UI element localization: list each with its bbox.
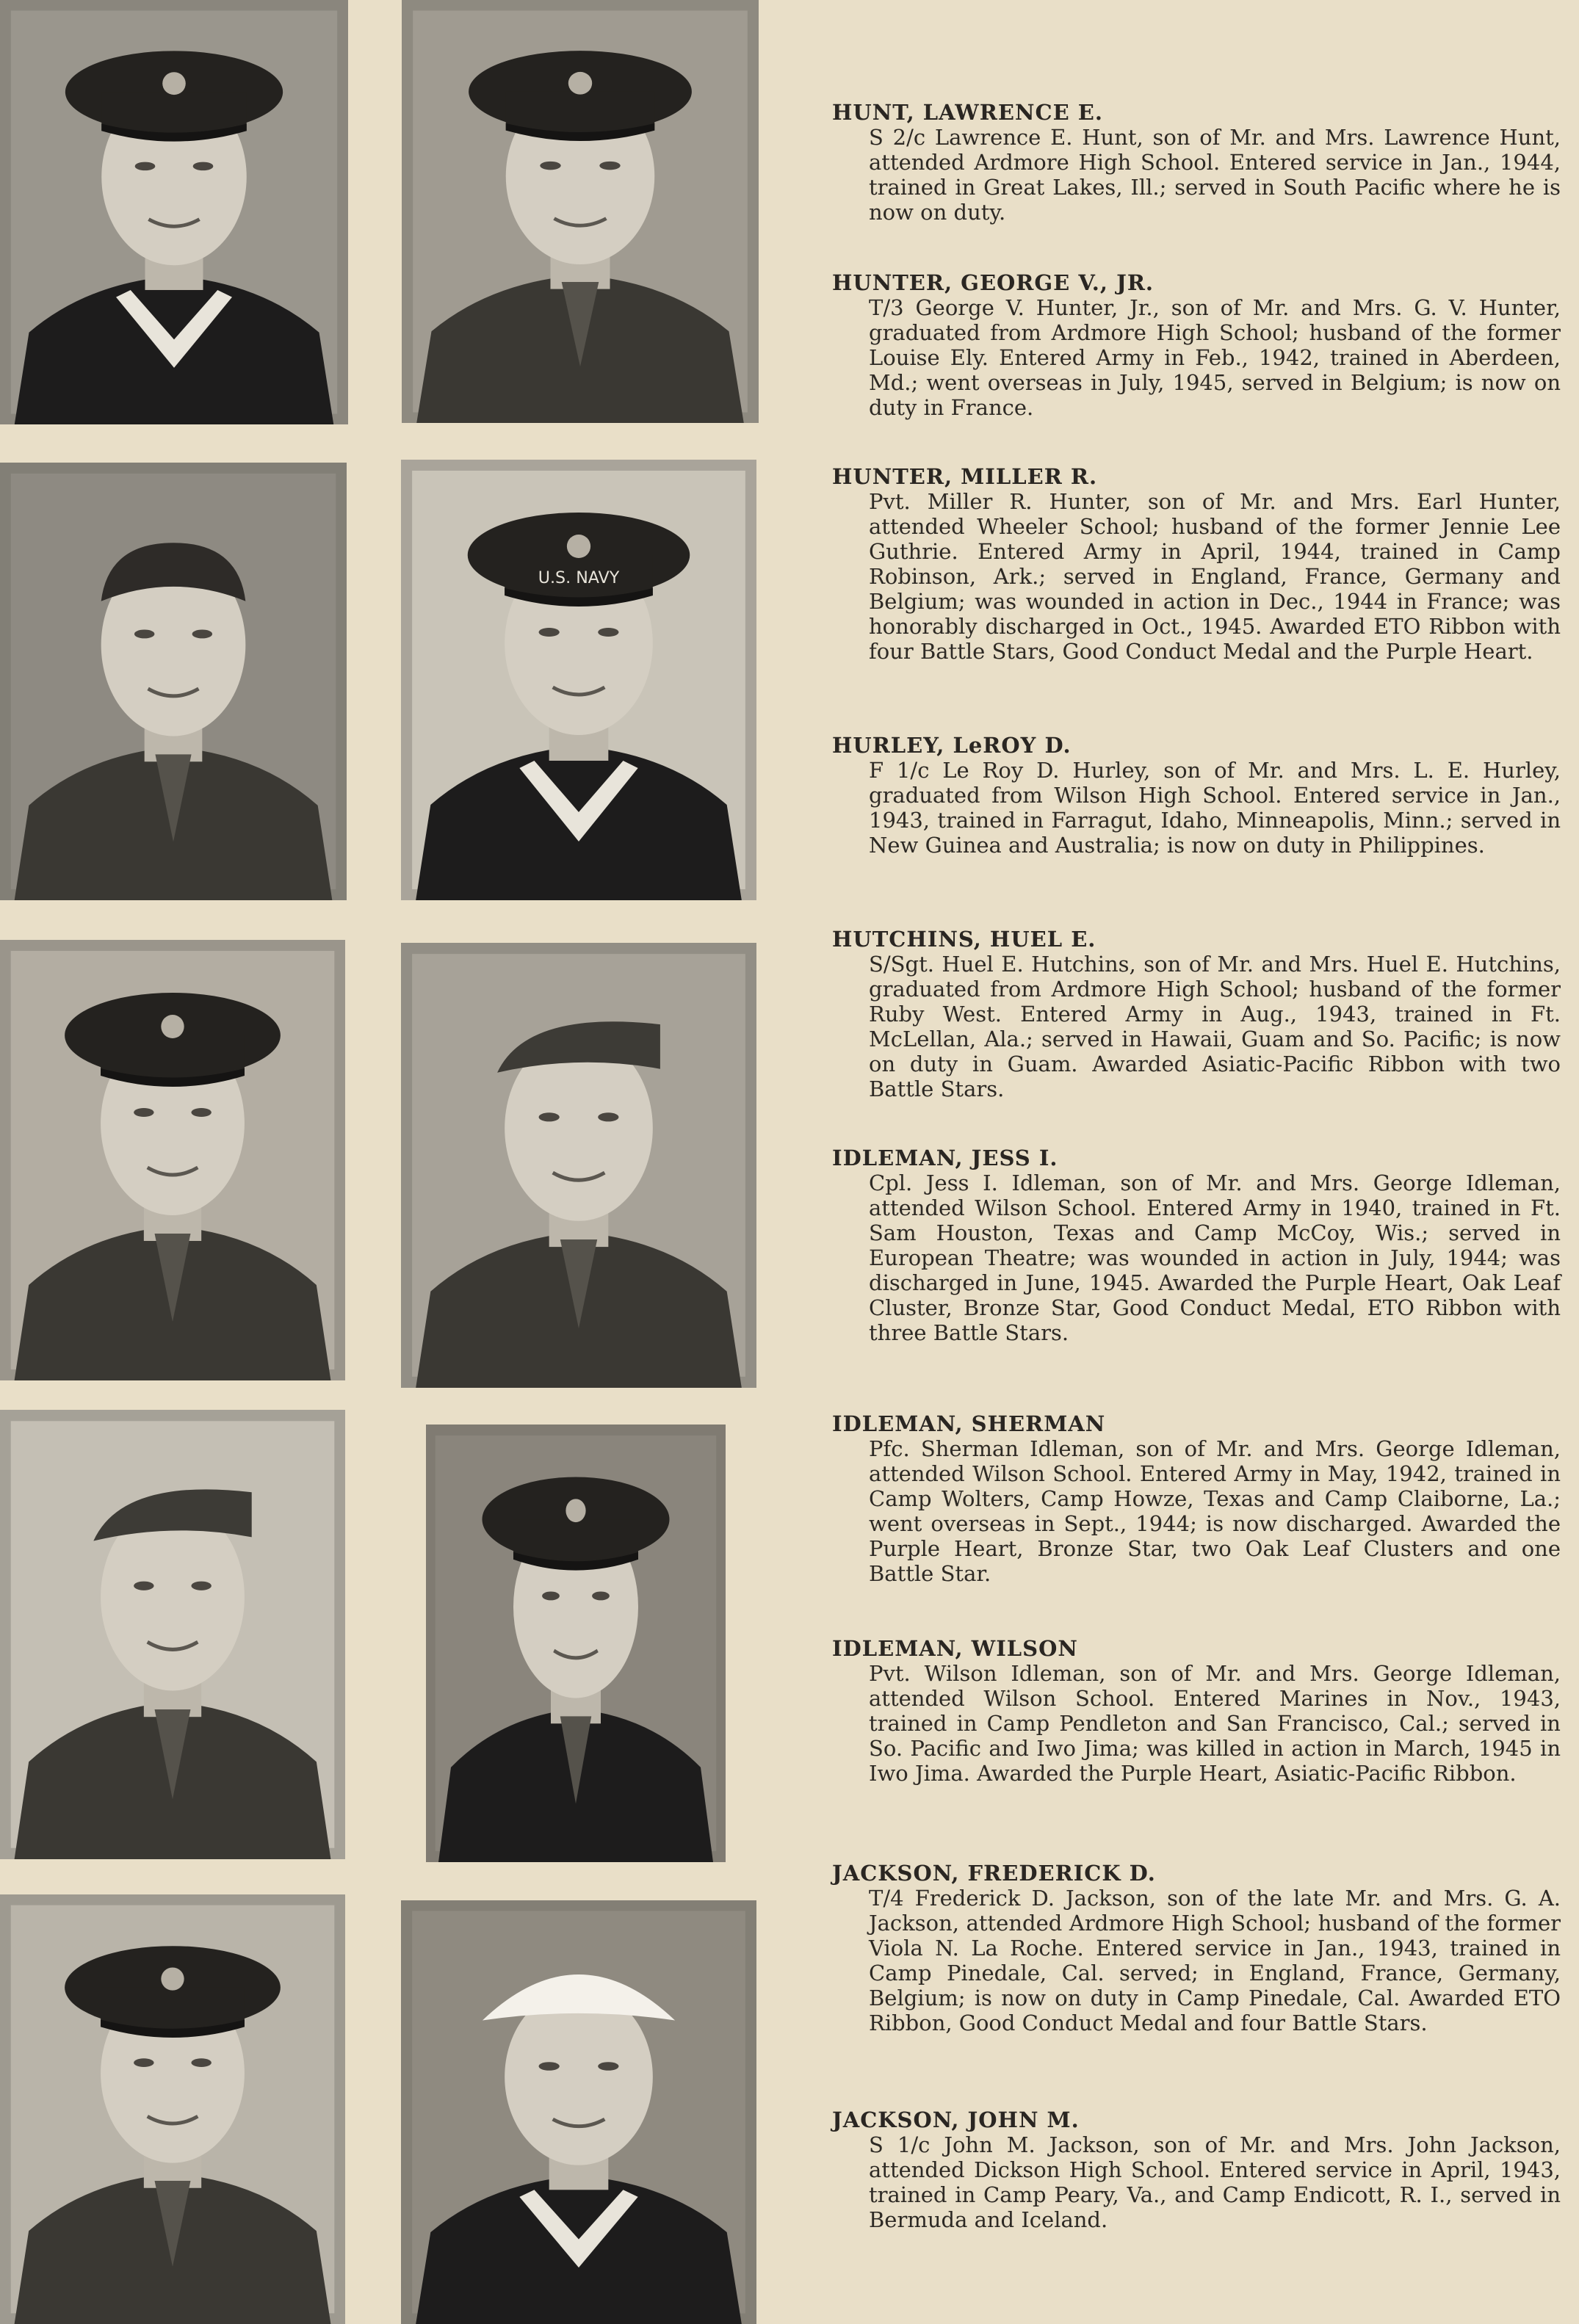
entry-name: HUTCHINS, HUEL E. bbox=[832, 927, 1096, 952]
portrait-photo bbox=[0, 1410, 345, 1859]
entry-bio: Pvt. Miller R. Hunter, son of Mr. and Mrs. Earl Hunter, attended Wheeler School; husband of the former Jennie Lee Guthrie. Entered Army in April, 1944, trained in Camp Robinson, Ark.; served in England, France, Germany and Belgium; was wounded in action in Dec., 1944 in France; was honorably discharged in Oct., 1945. Awarded ETO Ribbon with four Battle Stars, Good Conduct Medal and the Purple Heart. bbox=[869, 489, 1561, 664]
entry-bio: Cpl. Jess I. Idleman, son of Mr. and Mrs. George Idleman, attended Wilson School. Entered Army in 1940, trained in Ft. Sam Houston, Texas and Camp McCoy, Wis.; served in European Theatre; was wounded in action in July, 1944; was discharged in June, 1945. Awarded the Purple Heart, Oak Leaf Cluster, Bronze Star, Good Conduct Medal, ETO Ribbon with three Battle Stars. bbox=[869, 1170, 1561, 1345]
portrait-image bbox=[401, 943, 756, 1388]
entry-name: JACKSON, FREDERICK D. bbox=[832, 1861, 1156, 1886]
service-entry bbox=[832, 270, 1561, 420]
portrait-photo bbox=[401, 1900, 756, 2324]
service-entry bbox=[832, 1411, 1561, 1586]
entry-bio: Pvt. Wilson Idleman, son of Mr. and Mrs. George Idleman, attended Wilson School. Entered Marines in Nov., 1943, trained in Camp Pendleton and San Francisco, Cal.; served in So. Pacific and Iwo Jima; was killed in action in March, 1945 in Iwo Jima. Awarded the Purple Heart, Asiatic-Pacific Ribbon. bbox=[869, 1661, 1561, 1786]
entry-name: HUNT, LAWRENCE E. bbox=[832, 100, 1103, 125]
entry-bio: S/Sgt. Huel E. Hutchins, son of Mr. and Mrs. Huel E. Hutchins, graduated from Ardmore High School; husband of the former Ruby West. Entered Army in Aug., 1943, trained in Ft. McLellan, Ala.; served in Hawaii, Guam and So. Pacific; is now on duty in Guam. Awarded Asiatic-Pacific Ribbon with two Battle Stars. bbox=[869, 952, 1561, 1101]
entry-bio: T/4 Frederick D. Jackson, son of the late Mr. and Mrs. G. A. Jackson, attended Ardmore High School; husband of the former Viola N. La Roche. Entered service in Jan., 1943, trained in Camp Pinedale, Cal. served; in England, France, Germany, Belgium; is now on duty in Camp Pinedale, Cal. Awarded ETO Ribbon, Good Conduct Medal and four Battle Stars. bbox=[869, 1886, 1561, 2035]
entry-name: IDLEMAN, WILSON bbox=[832, 1636, 1078, 1661]
cap-band-text: U.S. NAVY bbox=[538, 568, 620, 587]
service-entry bbox=[832, 733, 1561, 858]
entry-bio: S 2/c Lawrence E. Hunt, son of Mr. and Mrs. Lawrence Hunt, attended Ardmore High School. Entered service in Jan., 1944, trained in Great Lakes, Ill.; served in South Pacific where he is now on duty. bbox=[869, 125, 1561, 225]
entry-name: HUNTER, MILLER R. bbox=[832, 464, 1098, 489]
portrait-photo bbox=[402, 0, 759, 423]
entry-bio: F 1/c Le Roy D. Hurley, son of Mr. and Mrs. L. E. Hurley, graduated from Wilson High School. Entered service in Jan., 1943, trained in Farragut, Idaho, Minneapolis, Minn.; served in New Guinea and Australia; is now on duty in Philippines. bbox=[869, 758, 1561, 858]
portrait-image bbox=[402, 0, 759, 423]
portrait-photo bbox=[426, 1425, 726, 1862]
portrait-image bbox=[0, 1410, 345, 1859]
service-entry bbox=[832, 927, 1561, 1101]
portrait-photo bbox=[401, 943, 756, 1388]
portrait-photo bbox=[0, 940, 345, 1380]
portrait-image bbox=[0, 0, 348, 424]
service-entry bbox=[832, 2107, 1561, 2232]
portrait-photo bbox=[401, 460, 756, 900]
entry-name: HUNTER, GEORGE V., JR. bbox=[832, 270, 1155, 295]
entry-bio: Pfc. Sherman Idleman, son of Mr. and Mrs. George Idleman, attended Wilson School. Entered Army in May, 1942, trained in Camp Wolters, Camp Howze, Texas and Camp Claiborne, La.; went overseas in Sept., 1944; is now discharged. Awarded the Purple Heart, Bronze Star, two Oak Leaf Clusters and one Battle Star. bbox=[869, 1436, 1561, 1586]
service-entry bbox=[832, 1145, 1561, 1345]
entry-name: IDLEMAN, SHERMAN bbox=[832, 1411, 1106, 1436]
portrait-photo bbox=[0, 0, 348, 424]
service-entry bbox=[832, 100, 1561, 225]
entry-name: JACKSON, JOHN M. bbox=[832, 2107, 1080, 2132]
portrait-image bbox=[426, 1425, 726, 1862]
portrait-image bbox=[0, 1894, 345, 2324]
entry-name: IDLEMAN, JESS I. bbox=[832, 1145, 1058, 1170]
portrait-image bbox=[401, 1900, 756, 2324]
entry-bio: T/3 George V. Hunter, Jr., son of Mr. and Mrs. G. V. Hunter, graduated from Ardmore High School; husband of the former Louise Ely. Entered Army in Feb., 1942, trained in Aberdeen, Md.; went overseas in July, 1945, served in Belgium; is now on duty in France. bbox=[869, 295, 1561, 420]
portrait-photo bbox=[0, 1894, 345, 2324]
entry-bio: S 1/c John M. Jackson, son of Mr. and Mrs. John Jackson, attended Dickson High School. Entered service in April, 1943, trained in Camp Peary, Va., and Camp Endicott, R. I., served in Bermuda and Iceland. bbox=[869, 2132, 1561, 2232]
portrait-photo bbox=[0, 463, 347, 900]
entry-name: HURLEY, LeROY D. bbox=[832, 733, 1072, 758]
service-entry bbox=[832, 1636, 1561, 1786]
portrait-image bbox=[0, 463, 347, 900]
portrait-image bbox=[401, 460, 756, 900]
service-entry bbox=[832, 464, 1561, 664]
service-entry bbox=[832, 1861, 1561, 2035]
portrait-image bbox=[0, 940, 345, 1380]
